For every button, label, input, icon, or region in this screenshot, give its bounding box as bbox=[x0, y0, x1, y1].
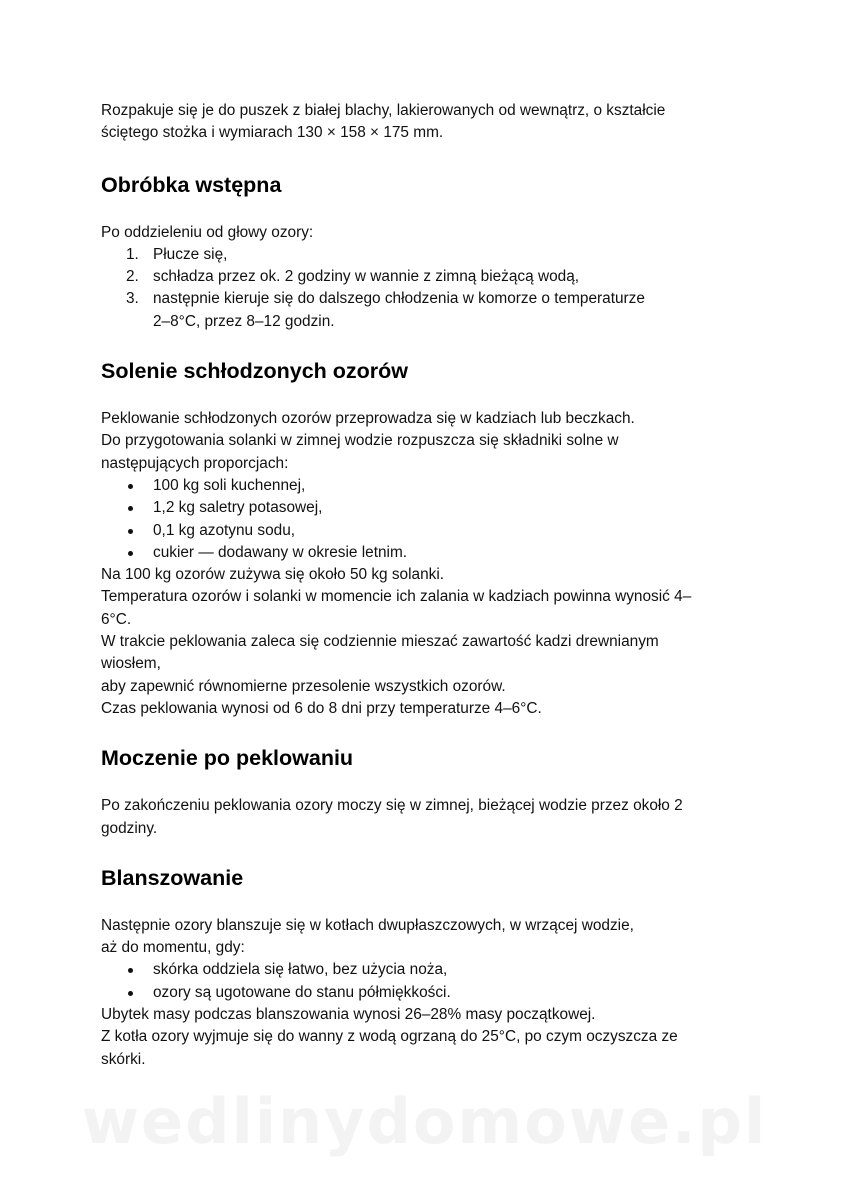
solenie-paragraph-6: aby zapewnić równomierne przesolenie wszystkich ozorów. bbox=[101, 677, 506, 695]
obrobka-lead: Po oddzieleniu od głowy ozory: bbox=[101, 223, 314, 241]
solenie-paragraph-2-line-2: następujących proporcjach: bbox=[101, 454, 289, 472]
solenie-paragraph-4-line-1: Temperatura ozorów i solanki w momencie ich zalania w kadziach powinna wynosić 4– bbox=[101, 588, 692, 606]
list-item: skórka oddziela się łatwo, bez użycia noża, bbox=[101, 959, 761, 981]
intro-paragraph bbox=[101, 100, 761, 145]
blansz-paragraph-3-line-2: skórki. bbox=[101, 1050, 146, 1068]
list-number: 2. bbox=[126, 268, 139, 286]
list-item: ozory są ugotowane do stanu półmiękkości. bbox=[101, 982, 761, 1004]
list-item: 0,1 kg azotynu sodu, bbox=[101, 520, 761, 542]
list-item: 1,2 kg saletry potasowej, bbox=[101, 497, 761, 519]
blansz-paragraph-1 bbox=[101, 915, 761, 960]
solenie-paragraph-5 bbox=[101, 631, 761, 676]
list-item-text-line-2: 2–8°C, przez 8–12 godzin. bbox=[153, 312, 335, 330]
solenie-paragraph-3: Na 100 kg ozorów zużywa się około 50 kg solanki. bbox=[101, 566, 445, 584]
solenie-paragraph-2 bbox=[101, 430, 761, 475]
solenie-paragraph-5-line-2: wiosłem, bbox=[101, 655, 161, 673]
solenie-paragraph-5-line-1: W trakcie peklowania zaleca się codziennie mieszać zawartość kadzi drewnianym bbox=[101, 633, 659, 651]
moczenie-paragraph-line-1: Po zakończeniu peklowania ozory moczy się w zimnej, bieżącej wodzie przez około 2 bbox=[101, 797, 683, 815]
list-item: 100 kg soli kuchennej, bbox=[101, 475, 761, 497]
list-number: 3. bbox=[126, 290, 139, 308]
blansz-paragraph-1-line-1: Następnie ozory blanszuje się w kotłach dwupłaszczowych, w wrzącej wodzie, bbox=[101, 916, 634, 934]
list-number: 1. bbox=[126, 245, 139, 263]
blansz-paragraph-3-line-1: Z kotła ozory wyjmuje się do wanny z wodą ogrzaną do 25°C, po czym oczyszcza ze bbox=[101, 1028, 678, 1046]
moczenie-paragraph-line-2: godziny. bbox=[101, 819, 158, 837]
watermark: wedlinydomowe.pl bbox=[81, 1085, 768, 1158]
heading-blanszowanie: Blanszowanie bbox=[101, 865, 244, 890]
list-item-text: Płucze się, bbox=[153, 245, 228, 263]
blansz-paragraph-1-line-2: aż do momentu, gdy: bbox=[101, 939, 245, 957]
obrobka-steps-list bbox=[101, 244, 761, 333]
solenie-paragraph-7: Czas peklowania wynosi od 6 do 8 dni przy temperaturze 4–6°C. bbox=[101, 699, 542, 717]
list-item-text-line-1: następnie kieruje się do dalszego chłodzenia w komorze o temperaturze bbox=[153, 290, 645, 308]
solenie-paragraph-4 bbox=[101, 586, 761, 631]
blansz-paragraph-3 bbox=[101, 1026, 761, 1071]
blansz-conditions-list bbox=[101, 959, 761, 1004]
list-item-text: schładza przez ok. 2 godziny w wannie z zimną bieżącą wodą, bbox=[153, 268, 580, 286]
solenie-paragraph-1: Peklowanie schłodzonych ozorów przeprowadza się w kadziach lub beczkach. bbox=[101, 410, 635, 428]
solenie-ingredients-list bbox=[101, 475, 761, 564]
list-item bbox=[101, 288, 761, 333]
solenie-paragraph-4-line-2: 6°C. bbox=[101, 610, 132, 628]
heading-obrobka: Obróbka wstępna bbox=[101, 172, 282, 197]
list-item: cukier — dodawany w okresie letnim. bbox=[101, 542, 761, 564]
document-page bbox=[101, 100, 761, 1071]
heading-solenie: Solenie schłodzonych ozorów bbox=[101, 359, 409, 384]
intro-line-1: Rozpakuje się je do puszek z białej blachy, lakierowanych od wewnątrz, o kształcie bbox=[101, 102, 666, 119]
heading-moczenie: Moczenie po peklowaniu bbox=[101, 746, 354, 771]
list-item bbox=[101, 266, 761, 288]
solenie-paragraph-2-line-1: Do przygotowania solanki w zimnej wodzie rozpuszcza się składniki solne w bbox=[101, 432, 619, 450]
moczenie-paragraph bbox=[101, 795, 761, 840]
intro-line-2: ściętego stożka i wymiarach 130 × 158 × 175 mm. bbox=[101, 124, 444, 142]
list-item bbox=[101, 244, 761, 266]
blansz-paragraph-2: Ubytek masy podczas blanszowania wynosi 26–28% masy początkowej. bbox=[101, 1006, 596, 1024]
